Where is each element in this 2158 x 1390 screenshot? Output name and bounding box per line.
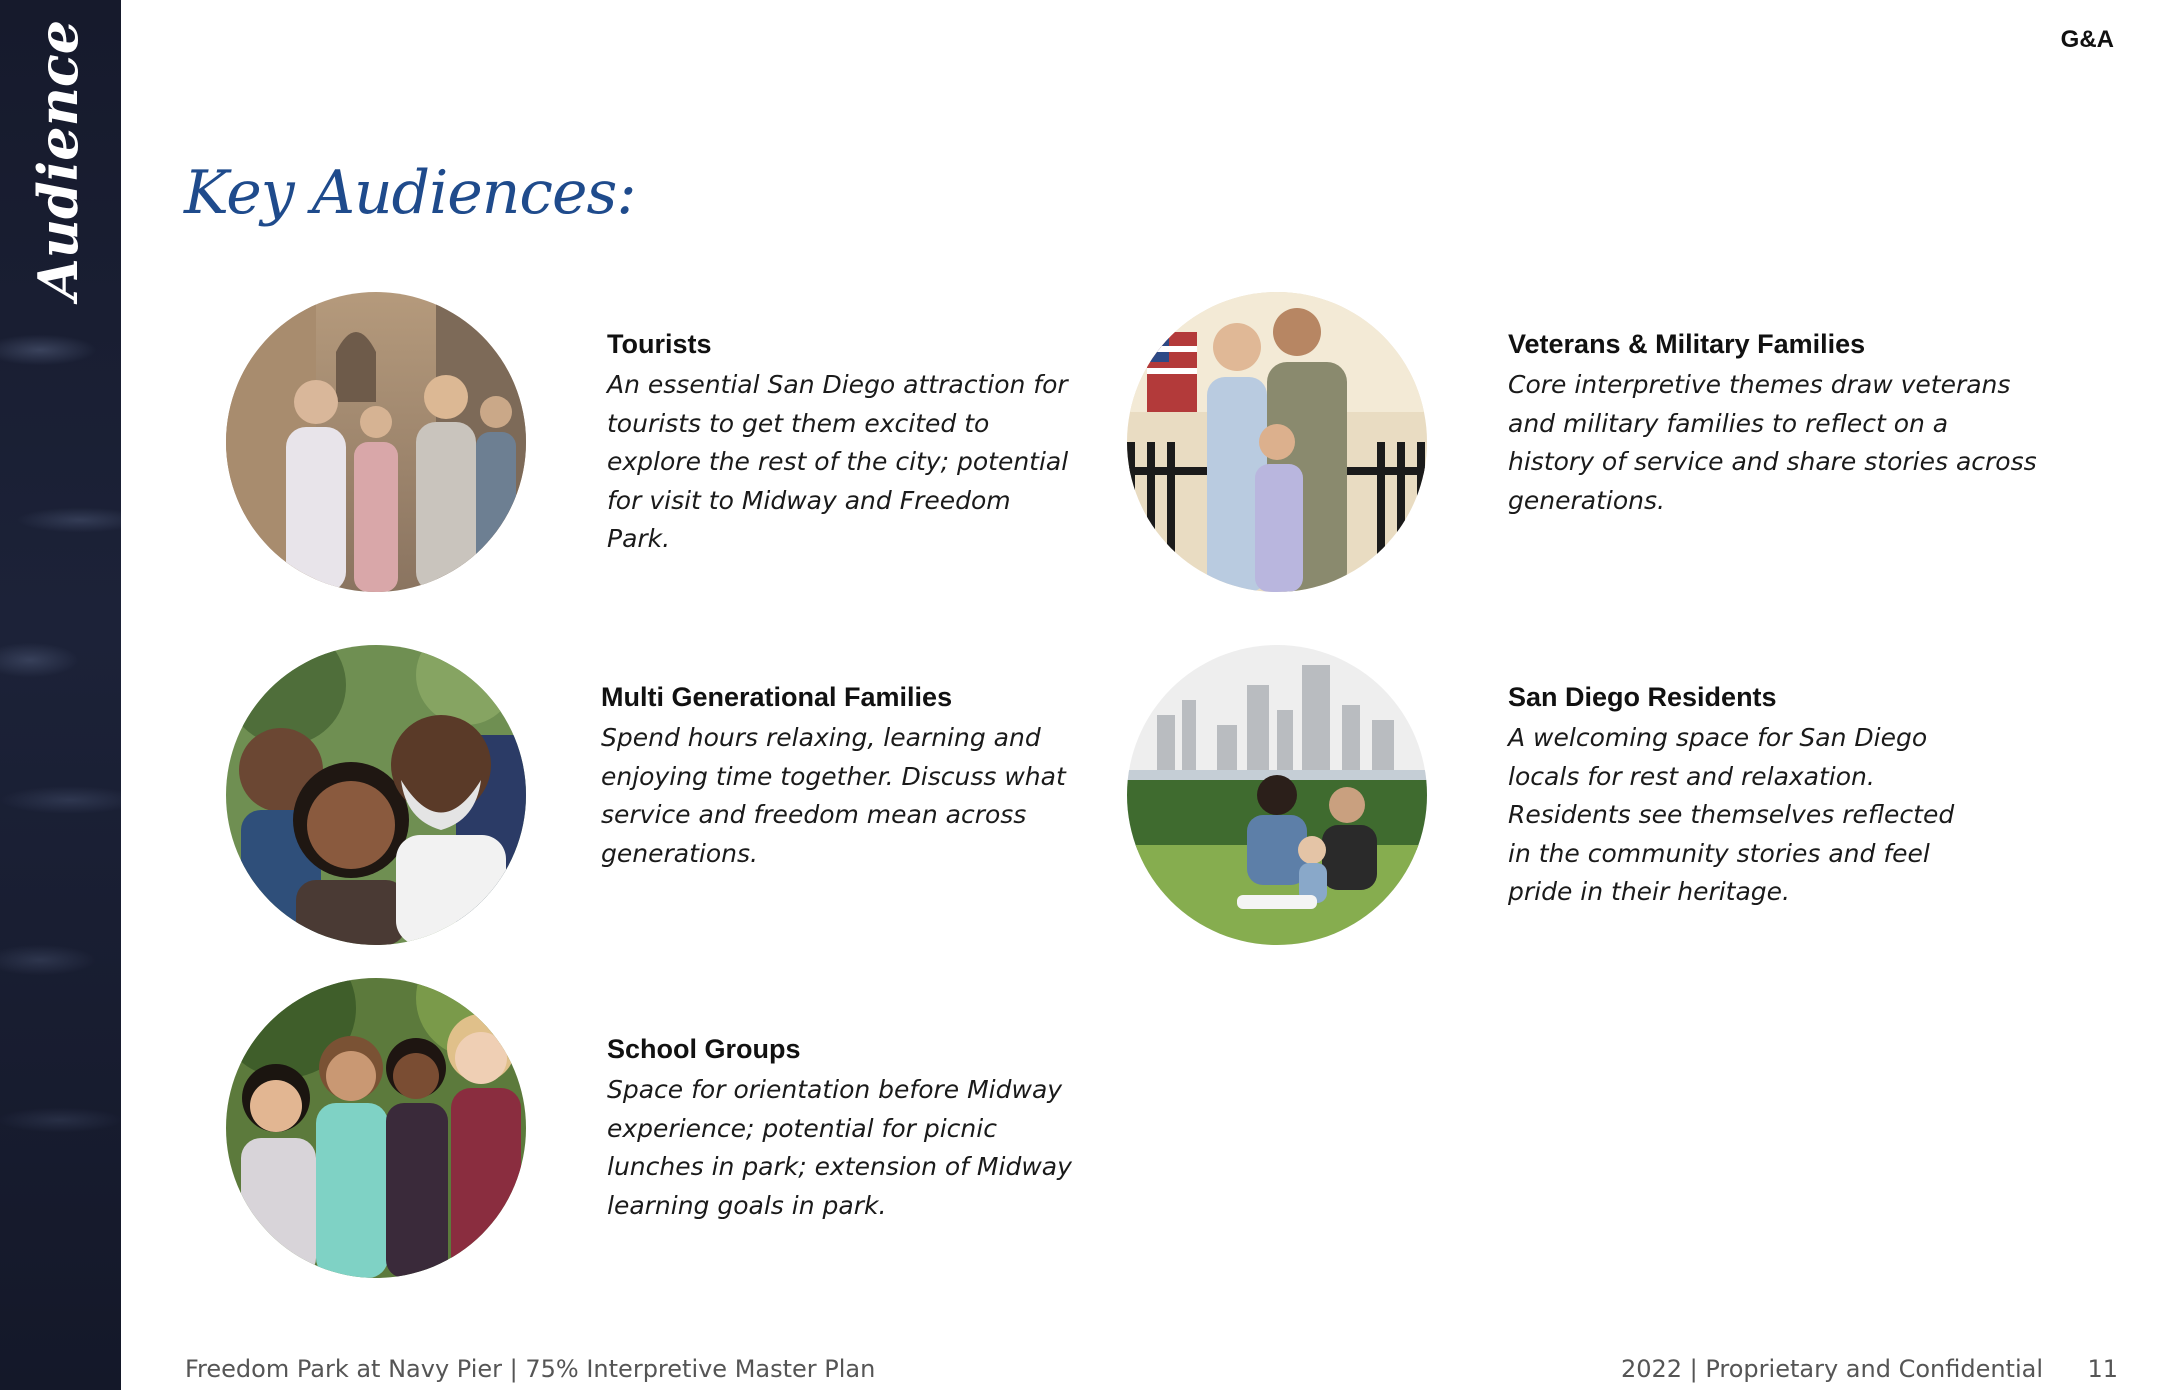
multi-generational-card: [601, 679, 1071, 873]
veterans-description: Core interpretive themes draw veterans and military families to reflect on a history of service and share stories across generations.: [1508, 370, 2037, 515]
multi-generational-photo: [226, 645, 526, 945]
residents-description: A welcoming space for San Diego locals for rest and relaxation. Residents see themselves reflected in the community stories and feel pride in their heritage.: [1508, 723, 1955, 906]
footer-document-title: Freedom Park at Navy Pier | 75% Interpretive Master Plan: [185, 1355, 876, 1383]
tourists-description: An essential San Diego attraction for tourists to get them excited to explore the rest of the city; potential for visit to Midway and Freedom Park.: [607, 370, 1069, 553]
sidebar: [0, 0, 121, 1390]
residents-card: [1508, 679, 1978, 912]
multi-generational-description: Spend hours relaxing, learning and enjoying time together. Discuss what service and freedom mean across generations.: [601, 723, 1066, 868]
tourists-card: [607, 326, 1077, 559]
school-groups-description: Space for orientation before Midway experience; potential for picnic lunches in park; extension of Midway learning goals in park.: [607, 1075, 1072, 1220]
veterans-card: [1508, 326, 2038, 520]
page-number: 11: [2087, 1355, 2118, 1383]
residents-photo: [1127, 645, 1427, 945]
school-groups-card: [607, 1031, 1077, 1225]
veterans-heading: Veterans & Military Families: [1508, 329, 1866, 359]
tourists-photo: [226, 292, 526, 592]
school-groups-heading: School Groups: [607, 1034, 801, 1064]
multi-generational-heading: Multi Generational Families: [601, 682, 953, 712]
footer-confidentiality: 2022 | Proprietary and Confidential: [1620, 1355, 2043, 1383]
sidebar-title: Audience: [26, 19, 90, 301]
veterans-photo: [1127, 292, 1427, 592]
corner-label: G&A: [2060, 26, 2114, 53]
tourists-heading: Tourists: [607, 329, 712, 359]
school-groups-photo: [226, 978, 526, 1278]
residents-heading: San Diego Residents: [1508, 682, 1777, 712]
page-title: Key Audiences:: [184, 158, 636, 228]
